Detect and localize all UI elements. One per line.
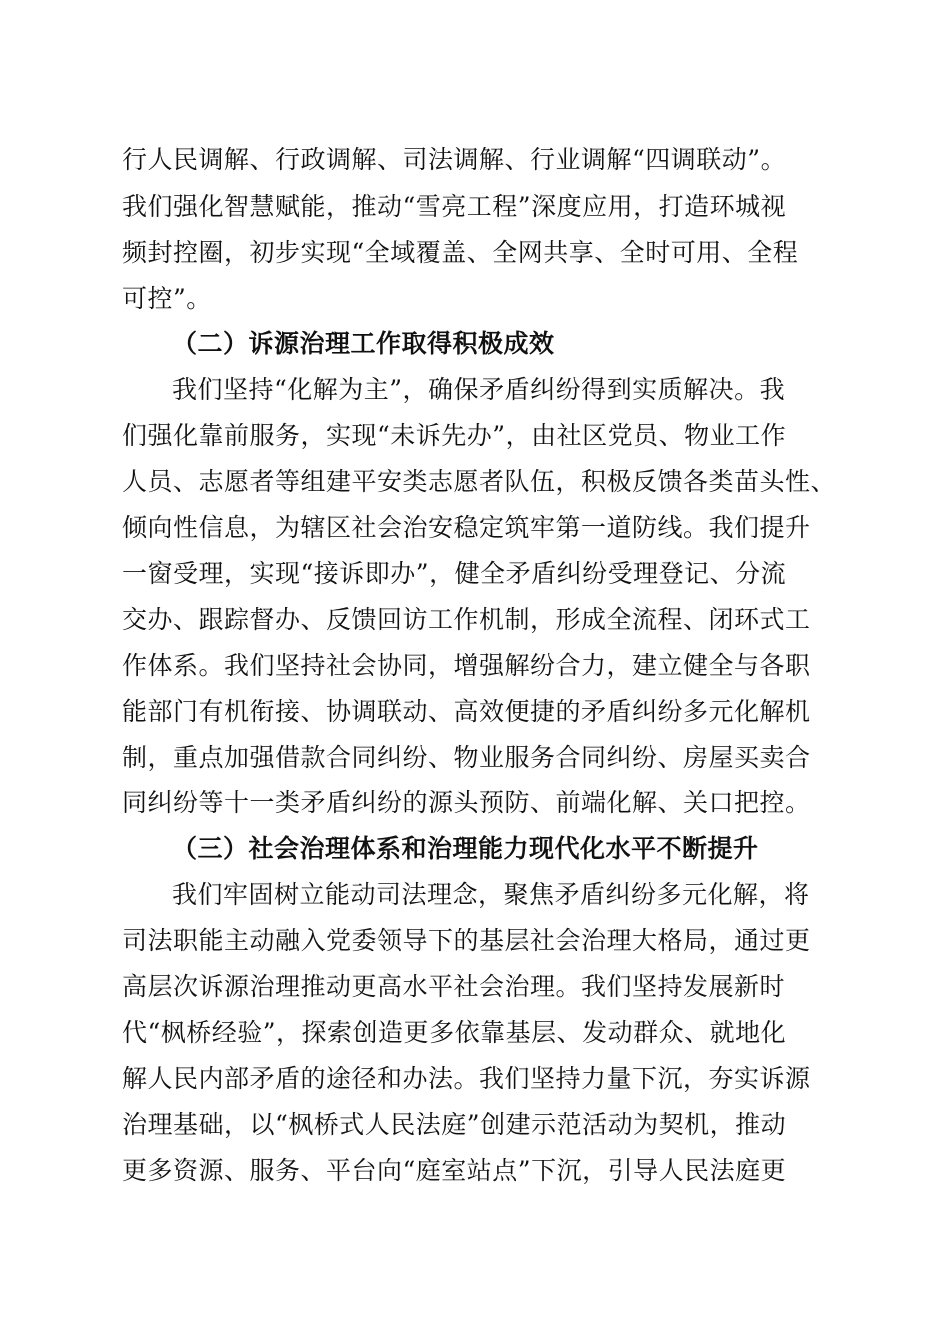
text-line: 治理基础，以“枫桥式人民法庭”创建示范活动为契机，推动	[122, 1110, 787, 1139]
text-line: 我们强化智慧赋能，推动“雪亮工程”深度应用，打造环城视	[122, 192, 787, 221]
paragraph-first-line: 我们牢固树立能动司法理念，聚焦矛盾纠纷多元化解，将	[172, 880, 810, 909]
text-line: 司法职能主动融入党委领导下的基层社会治理大格局，通过更	[122, 926, 811, 955]
text-line: 倾向性信息，为辖区社会治安稳定筑牢第一道防线。我们提升	[122, 513, 811, 542]
text-line: 交办、跟踪督办、反馈回访工作机制，形成全流程、闭环式工	[122, 605, 811, 634]
text-line: 可控”。	[122, 284, 212, 313]
text-line: 频封控圈，初步实现“全域覆盖、全网共享、全时可用、全程	[122, 238, 799, 267]
text-line: 代“枫桥经验”，探索创造更多依靠基层、发动群众、就地化	[122, 1018, 787, 1047]
section-heading: （三）社会治理体系和治理能力现代化水平不断提升	[172, 834, 759, 863]
text-line: 解人民内部矛盾的途径和办法。我们坚持力量下沉，夯实诉源	[122, 1064, 811, 1093]
text-line: 们强化靠前服务，实现“未诉先办”，由社区党员、物业工作	[122, 421, 787, 450]
text-line: 行人民调解、行政调解、司法调解、行业调解“四调联动”。	[122, 145, 787, 174]
text-line: 能部门有机衔接、协调联动、高效便捷的矛盾纠纷多元化解机	[122, 697, 811, 726]
text-line: 制，重点加强借款合同纠纷、物业服务合同纠纷、房屋买卖合	[122, 743, 811, 772]
text-line: 一窗受理，实现“接诉即办”，健全矛盾纠纷受理登记、分流	[122, 559, 787, 588]
section-heading: （二）诉源治理工作取得积极成效	[172, 329, 555, 358]
text-line: 人员、志愿者等组建平安类志愿者队伍，积极反馈各类苗头性、	[122, 467, 837, 496]
text-line: 更多资源、服务、平台向“庭室站点”下沉，引导人民法庭更	[122, 1156, 787, 1185]
text-line: 高层次诉源治理推动更高水平社会治理。我们坚持发展新时	[122, 972, 786, 1001]
text-line: 同纠纷等十一类矛盾纠纷的源头预防、前端化解、关口把控。	[122, 788, 811, 817]
paragraph-first-line: 我们坚持“化解为主”，确保矛盾纠纷得到实质解决。我	[172, 375, 786, 404]
text-line: 作体系。我们坚持社会协同，增强解纷合力，建立健全与各职	[122, 651, 811, 680]
